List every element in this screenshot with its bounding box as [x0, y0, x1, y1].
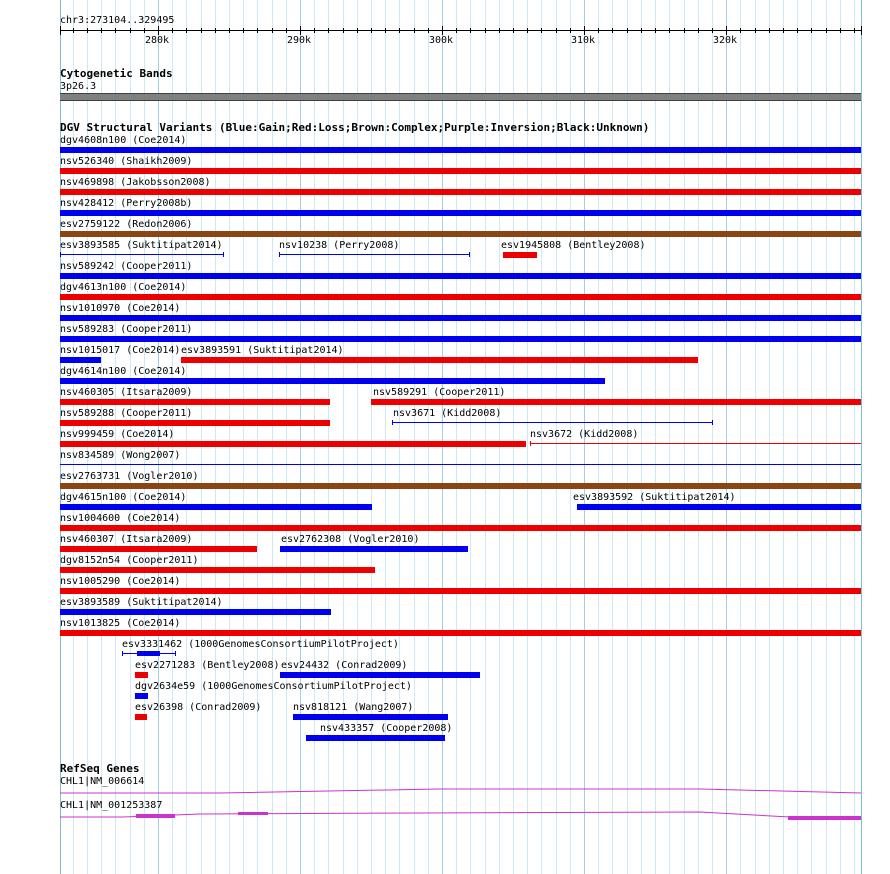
variant-label[interactable]: esv3893591 (Suktitipat2014) — [181, 345, 344, 356]
gene-label-2[interactable]: CHL1|NM_001253387 — [60, 800, 163, 811]
ruler-tick-label: 310k — [571, 35, 596, 46]
variant-label[interactable]: nsv10238 (Perry2008) — [279, 240, 400, 251]
variant-label[interactable]: dgv4613n100 (Coe2014) — [60, 282, 187, 293]
cytoband-track-title: Cytogenetic Bands — [60, 67, 173, 80]
cytoband-label: 3p26.3 — [60, 81, 97, 92]
variant-label[interactable]: dgv2634e59 (1000GenomesConsortiumPilotProject) — [135, 681, 412, 692]
variant-label[interactable]: esv2763731 (Vogler2010) — [60, 471, 199, 482]
variant-label[interactable]: esv3893585 (Suktitipat2014) — [60, 240, 223, 251]
gene-intron-line-2[interactable] — [60, 812, 861, 817]
variant-label[interactable]: nsv834589 (Wong2007) — [60, 450, 181, 461]
variant-label[interactable]: nsv1013825 (Coe2014) — [60, 618, 181, 629]
variant-label[interactable]: nsv1004600 (Coe2014) — [60, 513, 181, 524]
variant-label[interactable]: nsv428412 (Perry2008b) — [60, 198, 193, 209]
variant-label[interactable]: nsv589283 (Cooper2011) — [60, 324, 193, 335]
gene-exon[interactable] — [136, 814, 175, 818]
variant-label[interactable]: esv3893592 (Suktitipat2014) — [573, 492, 736, 503]
variant-label[interactable]: nsv433357 (Cooper2008) — [320, 723, 453, 734]
variant-label[interactable]: nsv589242 (Cooper2011) — [60, 261, 193, 272]
variant-label[interactable]: dgv4615n100 (Coe2014) — [60, 492, 187, 503]
variant-label[interactable]: nsv999459 (Coe2014) — [60, 429, 175, 440]
variant-label[interactable]: nsv589288 (Cooper2011) — [60, 408, 193, 419]
variant-label[interactable]: nsv469898 (Jakobsson2008) — [60, 177, 211, 188]
variant-label[interactable]: nsv1005290 (Coe2014) — [60, 576, 181, 587]
variant-label[interactable]: esv3331462 (1000GenomesConsortiumPilotProject) — [122, 639, 399, 650]
region-label: chr3:273104..329495 — [60, 15, 175, 26]
variant-label[interactable]: nsv3671 (Kidd2008) — [393, 408, 502, 419]
variant-label[interactable]: nsv1010970 (Coe2014) — [60, 303, 181, 314]
ruler-tick-label: 280k — [145, 35, 170, 46]
gene-exon[interactable] — [238, 812, 268, 815]
variant-label[interactable]: dgv8152n54 (Cooper2011) — [60, 555, 199, 566]
gene-intron-line-1[interactable] — [60, 789, 861, 793]
variant-label[interactable]: esv2271283 (Bentley2008) — [135, 660, 280, 671]
variant-label[interactable]: nsv1015017 (Coe2014) — [60, 345, 181, 356]
variant-label[interactable]: nsv526340 (Shaikh2009) — [60, 156, 193, 167]
variant-label[interactable]: nsv589291 (Cooper2011) — [373, 387, 506, 398]
dgv-track-title: DGV Structural Variants (Blue:Gain;Red:Loss;Brown:Complex;Purple:Inversion;Black:Unknown) — [60, 121, 650, 134]
ruler-tick-label: 320k — [713, 35, 738, 46]
ruler-tick-label: 300k — [429, 35, 454, 46]
variant-label[interactable]: esv2759122 (Redon2006) — [60, 219, 193, 230]
variant-label[interactable]: esv24432 (Conrad2009) — [281, 660, 408, 671]
ruler-tick-label: 290k — [287, 35, 312, 46]
gene-exon[interactable] — [788, 816, 861, 820]
variant-label[interactable]: esv3893589 (Suktitipat2014) — [60, 597, 223, 608]
variant-label[interactable]: nsv460307 (Itsara2009) — [60, 534, 193, 545]
variant-label[interactable]: nsv460305 (Itsara2009) — [60, 387, 193, 398]
variant-label[interactable]: dgv4608n100 (Coe2014) — [60, 135, 187, 146]
variant-label[interactable]: nsv3672 (Kidd2008) — [530, 429, 639, 440]
variant-label[interactable]: esv26398 (Conrad2009) — [135, 702, 262, 713]
refseq-track-title: RefSeq Genes — [60, 762, 140, 775]
variant-label[interactable]: nsv818121 (Wang2007) — [293, 702, 414, 713]
variant-label[interactable]: dgv4614n100 (Coe2014) — [60, 366, 187, 377]
variant-label[interactable]: esv1945808 (Bentley2008) — [501, 240, 646, 251]
variant-label[interactable]: esv2762308 (Vogler2010) — [281, 534, 420, 545]
gene-label-1[interactable]: CHL1|NM_006614 — [60, 776, 145, 787]
